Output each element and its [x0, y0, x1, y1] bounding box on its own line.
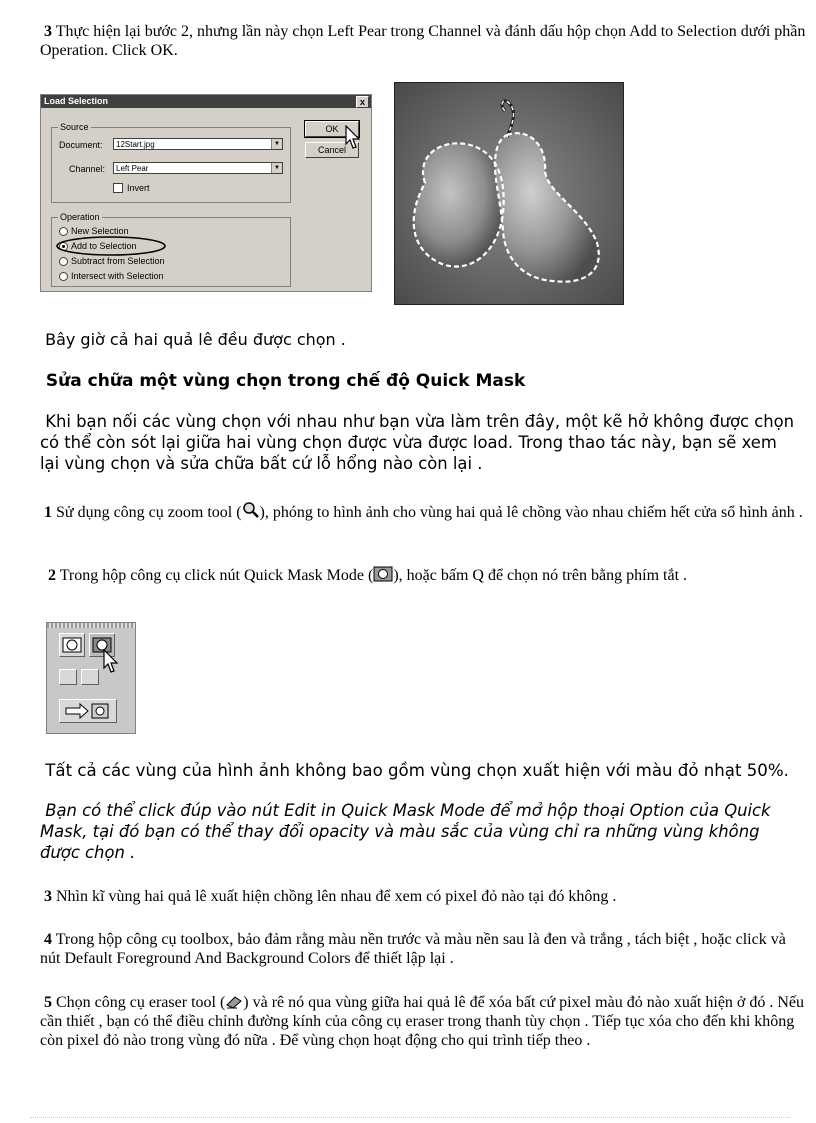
new-selection-label: New Selection	[71, 226, 129, 236]
invert-label: Invert	[127, 183, 150, 193]
step-number: 1	[44, 504, 52, 521]
standard-mode-icon	[60, 634, 84, 656]
step-text: Trong hộp công cụ toolbox, bảo đảm rằng màu nền trước và màu nền sau là đen và trắng , tách biệt , hoặc click và nút Default Foreground And Background Colors để thiết lập lại .	[40, 931, 786, 967]
zoom-tool-icon	[242, 501, 260, 519]
chevron-down-icon: ▼	[271, 139, 282, 149]
toolbox-illustration	[46, 622, 136, 734]
quick-mask-mode-icon	[373, 566, 393, 582]
step-number: 3	[44, 888, 52, 905]
page-footer-rule	[30, 1117, 790, 1118]
step-4-paragraph	[40, 930, 810, 968]
chevron-down-icon: ▼	[271, 163, 282, 173]
invert-checkbox[interactable]	[113, 183, 123, 193]
step-text: Nhìn kĩ vùng hai quả lê xuất hiện chồng lên nhau để xem có pixel đỏ nào tại đó không .	[52, 888, 617, 905]
mouse-cursor-icon	[345, 125, 363, 151]
operation-label: Operation	[60, 212, 100, 222]
standard-mode-button[interactable]	[59, 633, 85, 657]
both-selected-text	[40, 330, 810, 350]
channel-label: Channel:	[69, 164, 106, 174]
document-label: Document:	[59, 140, 103, 150]
step-3-paragraph	[40, 22, 810, 60]
intro-text: Khi bạn nối các vùng chọn với nhau như bạn vừa làm trên đây, một kẽ hở không được chọn có thể còn sót lại giữa hai vùng chọn được vừa được load. Trong thao tác này, bạn sẽ xem lại vùng chọn và sửa chữa bất cứ lỗ hổng nào còn lại .	[40, 412, 795, 473]
intersect-selection-label: Intersect with Selection	[71, 271, 164, 281]
mask-info-text	[40, 761, 810, 781]
step-number: 4	[44, 931, 52, 948]
two-pears-photo	[394, 82, 624, 305]
mask-info-label: Tất cả các vùng của hình ảnh không bao gồm vùng chọn xuất hiện với màu đỏ nhạt 50%.	[45, 761, 789, 780]
load-selection-dialog	[40, 94, 372, 292]
jump-to-imageready-icon	[60, 700, 116, 722]
ok-button[interactable]: OK	[305, 121, 359, 137]
cancel-button[interactable]: Cancel	[305, 142, 359, 158]
intro-paragraph	[40, 411, 800, 474]
step-text: ) và rê nó qua vùng giữa hai quả lê để xóa bất cứ pixel màu đỏ nào xuất hiện ở đó . Nếu cần thiết , bạn có thể điều chỉnh đường kính của công cụ eraser trong thanh tùy chọn . Tiếp tục xóa cho đến khi không còn pixel đỏ nào trong vùng đó nữa . Để vùng chọn hoạt động cho qui trình tiếp theo .	[40, 994, 805, 1049]
pears-illustration	[395, 83, 623, 304]
document-select[interactable]	[113, 138, 283, 150]
step-1-paragraph	[40, 501, 810, 522]
tip-paragraph	[40, 800, 800, 863]
section-heading-text: Sửa chữa một vùng chọn trong chế độ Quick Mask	[45, 371, 526, 391]
eraser-tool-icon	[225, 995, 243, 1009]
step-text: Chọn công cụ eraser tool (	[52, 994, 226, 1011]
step-text: ), hoặc bấm Q để chọn nó trên bằng phím tắt .	[393, 567, 688, 584]
step-2-paragraph	[40, 566, 810, 585]
dialog-title-bar	[41, 95, 371, 108]
section-heading	[40, 371, 810, 391]
screen-mode-standard-button[interactable]	[59, 669, 77, 685]
channel-value: Left Pear	[116, 164, 149, 173]
step-3b-paragraph	[40, 887, 810, 906]
toolbox-grip	[47, 623, 135, 628]
close-icon[interactable]: x	[356, 96, 369, 108]
both-selected-label: Bây giờ cả hai quả lê đều được chọn .	[45, 330, 346, 349]
document-value: 12Start.jpg	[116, 140, 155, 149]
dialog-title: Load Selection	[44, 96, 109, 106]
step-text: Sử dụng công cụ zoom tool (	[52, 504, 242, 521]
step-number: 3	[44, 23, 52, 40]
channel-select[interactable]	[113, 162, 283, 174]
jump-to-imageready-button[interactable]	[59, 699, 117, 723]
highlight-ellipse	[55, 235, 167, 257]
step-text: Trong hộp công cụ click nút Quick Mask Mode (	[56, 567, 374, 584]
subtract-selection-radio[interactable]	[59, 257, 68, 266]
tip-text: Bạn có thể click đúp vào nút Edit in Quick Mask Mode để mở hộp thoại Option của Quick Mask, tại đó bạn có thể thay đổi opacity và màu sắc của vùng chỉ ra những vùng không được chọn .	[40, 801, 771, 862]
add-to-selection-label: Add to Selection	[71, 241, 137, 251]
step-number: 2	[48, 567, 56, 584]
step-5-paragraph	[40, 993, 810, 1050]
step-text: ), phóng to hình ảnh cho vùng hai quả lê chồng vào nhau chiếm hết cửa sổ hình ảnh .	[259, 504, 803, 521]
step-text: Thực hiện lại bước 2, nhưng lần này chọn Left Pear trong Channel và đánh dấu hộp chọn Add to Selection dưới phần Operation. Click OK.	[40, 23, 806, 59]
mouse-cursor-icon	[103, 649, 121, 675]
subtract-selection-label: Subtract from Selection	[71, 256, 165, 266]
screen-mode-full-menu-button[interactable]	[81, 669, 99, 685]
source-label: Source	[60, 122, 89, 132]
intersect-selection-radio[interactable]	[59, 272, 68, 281]
step-number: 5	[44, 994, 52, 1011]
